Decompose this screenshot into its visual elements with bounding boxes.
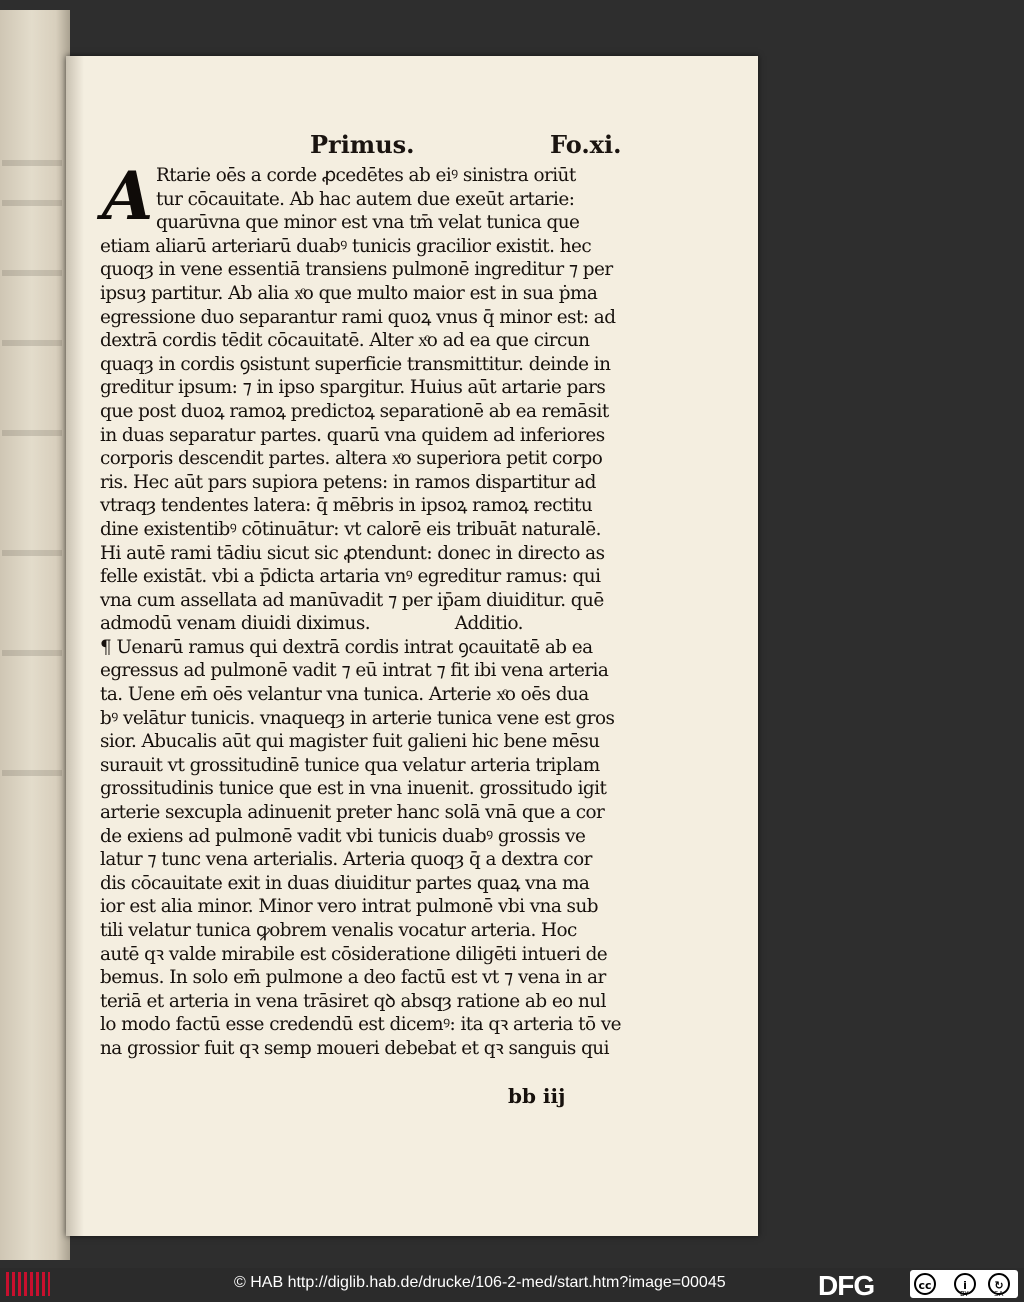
text-line: vtraqȝ tendentes latera: q̄ mēbris in ipsoꝝ ramoꝝ rectitu [100,495,593,517]
previous-page-edge [0,10,70,1260]
text-line: bemus. In solo em̄ pulmone a deo factū est vt ⁊ vena in ar [100,967,606,989]
text-line: ¶ Uenarū ramus qui dextrā cordis intrat ꝯcauitatē ab ea [100,636,593,658]
text-line: tur cōcauitate. Ab hac autem due exeūt artarie: [156,188,575,210]
text-line: latur ⁊ tunc vena arterialis. Arteria quoqȝ q̄ a dextra cor [100,849,592,871]
text-line: Rtarie oēs a corde ꝓcedētes ab eiꝰ sinistra oriūt [156,165,576,186]
text-line: de exiens ad pulmonē vadit vbi tunicis duabꝰ grossis ve [100,825,586,847]
text-line: surauit vt grossitudinē tunice qua velatur arteria triplam [100,754,600,776]
text-line: na grossior fuit qꝛ semp moueri debebat et qꝛ sanguis qui [100,1037,609,1059]
text-line: quaqȝ in cordis ꝯsistunt superficie transmittitur. deinde in [100,353,611,375]
dfg-logo-icon[interactable]: DFG [818,1270,875,1301]
running-head: Primus. [310,130,415,159]
text-line: corporis descendit partes. altera xͦo superiora petit corpo [100,448,603,470]
bleed-through-line [2,270,62,276]
text-line: arterie sexcupla adinuenit preter hanc solā vnā que a cor [100,802,605,824]
bleed-through-line [2,770,62,776]
text-line: ris. Hec aūt pars supiora petens: in ramos dispartitur ad [100,471,596,493]
text-line: egressione duo separantur rami quoꝝ vnus q̄ minor est: ad [100,306,616,328]
text-line: ta. Uene em̄ oēs velantur vna tunica. Arterie xͦo oēs dua [100,684,589,706]
decorated-initial: A [102,157,154,235]
text-line: que post duoꝝ ramoꝝ predictoꝝ separationē ab ea remāsit [100,400,609,422]
text-line: bꝰ velātur tunicis. vnaqueqȝ in arterie tunica vene est gros [100,707,615,729]
cc-circle-icon: cc [914,1273,936,1295]
text-line: dine existentibꝰ cōtinuātur: vt calorē eis tribuāt naturalē. [100,518,601,540]
text-line: felle existāt. vbi a p̄dicta artaria vnꝰ egreditur ramus: qui [100,566,601,588]
book-page [66,56,758,1236]
by-label: BY [960,1290,969,1298]
copyright-link[interactable]: © HAB http://diglib.hab.de/drucke/106-2-med/start.htm?image=00045 [234,1274,726,1291]
text-line: dextrā cordis tēdit cōcauitatē. Alter xͦo ad ea que circun [100,330,590,352]
text-line: dis cōcauitate exit in duas diuiditur partes quaꝝ vna ma [100,872,590,894]
hab-logo-icon[interactable] [6,1272,50,1296]
bleed-through-line [2,430,62,436]
footer-bar [0,1268,1024,1300]
bleed-through-line [2,340,62,346]
text-line: Hi autē rami tādiu sicut sic ꝓtendunt: donec in directo as [100,542,605,564]
sa-sharealike-icon: ↻ [988,1273,1010,1295]
text-line: vna cum assellata ad manūvadit ⁊ per ip̄am diuiditur. quē [100,589,604,611]
text-line: autē qꝛ valde mirabile est cōsideratione diligēti intueri de [100,943,608,965]
sa-label: SA [994,1290,1004,1298]
cc-license-icon[interactable] [910,1270,1018,1298]
text-line: quarūvna que minor est vna tm̄ velat tunica que [156,212,580,234]
text-line: sior. Abucalis aūt qui magister fuit galieni hic bene mēsu [100,731,600,753]
text-line: admodū venam diuidi diximus. Additio. [100,613,523,635]
bleed-through-line [2,200,62,206]
text-line: etiam aliarū arteriarū duabꝰ tunicis gracilior existit. hec [100,235,592,257]
text-line: lo modo factū esse credendū est dicemꝰ: ita qꝛ arteria tō ve [100,1014,621,1036]
by-attribution-icon: i [954,1273,976,1295]
body-text [100,157,660,1061]
text-line: tili velatur tunica ꝙobrem venalis vocatur arteria. Hoc [100,920,577,941]
text-line: teriā et arteria in vena trāsiret qꝺ absqȝ ratione ab eo nul [100,990,606,1012]
signature-mark: bb iij [508,1084,566,1108]
text-line: egressus ad pulmonē vadit ⁊ eū intrat ⁊ fit ibi vena arteria [100,660,609,682]
text-line: greditur ipsum: ⁊ in ipso spargitur. Huius aūt artarie pars [100,377,606,399]
folio-number: Fo.xi. [550,130,622,159]
text-line: ior est alia minor. Minor vero intrat pulmonē vbi vna sub [100,896,598,918]
bleed-through-line [2,650,62,656]
text-line: ipsuȝ partitur. Ab alia xͦo que multo maior est in sua ṗma [100,282,598,304]
text-line: grossitudinis tunice que est in vna inuenit. grossitudo igit [100,778,607,800]
bleed-through-line [2,160,62,166]
text-line: in duas separatur partes. quarū vna quidem ad inferiores [100,424,605,446]
text-line: quoqȝ in vene essentiā transiens pulmonē ingreditur ⁊ per [100,259,613,281]
bleed-through-line [2,550,62,556]
